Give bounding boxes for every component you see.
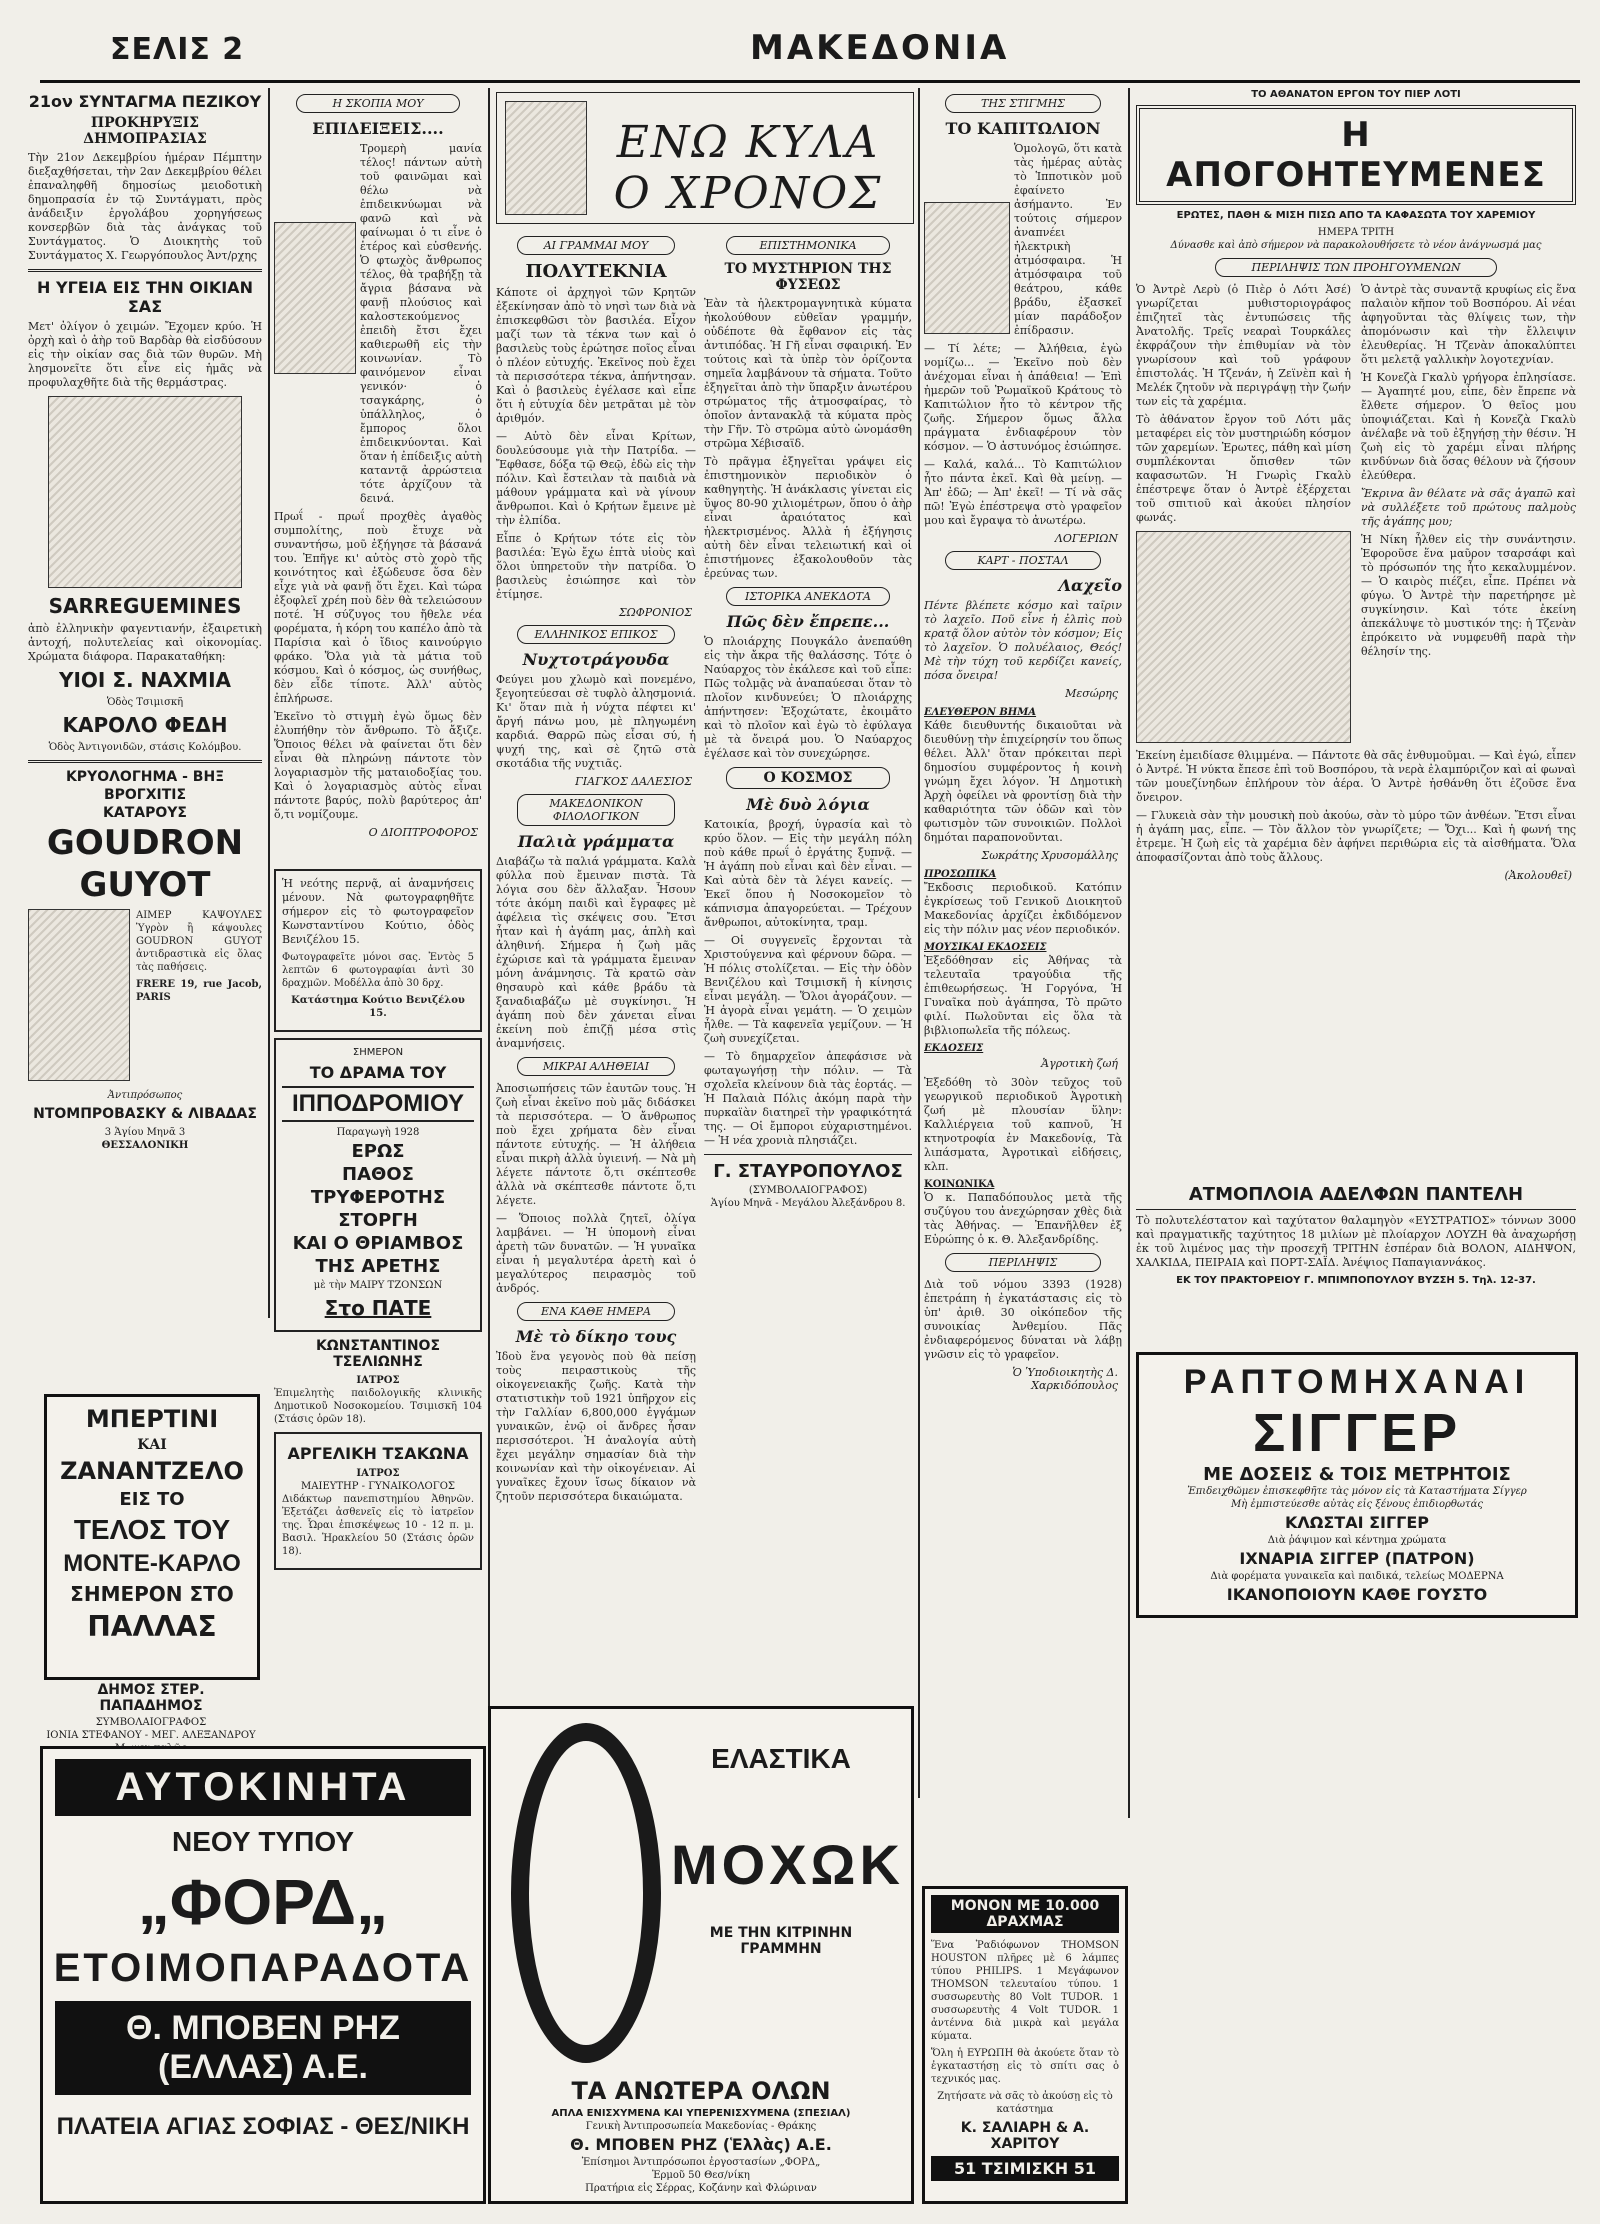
hippo-today: ΣΗΜΕΡΟΝ: [352, 1047, 404, 1058]
singer-final: ΙΚΑΝΟΠΟΙΟΥΝ ΚΑΘΕ ΓΟΥΣΤΟ: [1226, 1585, 1488, 1604]
radio-company: Κ. ΣΑΛΙΑΡΗ & Α. ΧΑΡΙΤΟΥ: [960, 2120, 1090, 2152]
guyot-brand: GUYOT: [79, 865, 211, 905]
stigmis-tag: ΤΗΣ ΣΤΙΓΜΗΣ: [945, 94, 1102, 113]
singer-title: ΡΑΠΤΟΜΗΧΑΝΑΙ: [1183, 1363, 1531, 1401]
ford-brand: „ΦΟΡΔ„: [137, 1866, 389, 1938]
rep-name: ΝΤΟΜΠΡΟΒΑΣΚΥ & ΛΙΒΑΔΑΣ: [33, 1106, 257, 1122]
loti-text: Ἡ Κονεζὰ Γκαλὺ γρήγορα ἐπλησίασε. — Ἀγαπητέ μου, εἶπε, δὲν ἔπρεπε νὰ ἔλθετε σήμερον. Ὁ θεῖος μου ὑποψιάζεται. Καὶ ἡ Κονεζὰ Γκαλὺ ἀνέλαβε νὰ τοῦ ἐξηγήσῃ τὴν θέσιν. Ἡ ζωὴ εἰς τὸ χαρέμι εἶναι πλήρης κινδύνων διὰ ὅσας θέλουν νὰ ζήσουν ἐλεύθερα.: [1361, 371, 1576, 482]
kart-tag: ΚΑΡΤ - ΠΟΣΤΑΛ: [945, 551, 1102, 570]
column-rule: [488, 88, 490, 1798]
istor-tag: ΙΣΤΟΡΙΚΑ ΑΝΕΚΔΟΤΑ: [726, 587, 890, 606]
ford-etoimoparadota: ΕΤΟΙΜΟΠΑΡΑΔΟΤΑ: [53, 1946, 473, 1990]
loti-text: Ἐκείνη ἐμειδίασε θλιμμένα. — Πάντοτε θὰ σᾶς ἐνθυμοῦμαι. — Καὶ ἐγώ, εἶπεν ὁ Ἀντρέ. Ἡ νύκτα ἔπεσε ἐπὶ τοῦ Βοσπόρου, τὰ νερὰ ἐλαμπύριζον καὶ αἱ φωναὶ τῶν μουεζίνηδων ἐπλήρουν τὸν ἀέρα. Ὁ Ἀντρὲ ἠσθάνθη ὅτι ἐζοῦσε ἕνα ὄνειρον.: [1136, 749, 1576, 804]
doctor-1-name: ΚΩΝΣΤΑΝΤΙΝΟΣ ΤΣΕΛΙΩΝΗΣ: [315, 1338, 441, 1370]
signature: ΛΟΓΕΡΙΩΝ: [1054, 532, 1118, 545]
cure-line-1: ΚΡΥΟΛΟΓΗΜΑ - ΒΗΞ: [65, 769, 225, 785]
signature: ΓΙΑΓΚΟΣ ΔΑΛΕΣΙΟΣ: [575, 775, 692, 788]
doctor-2-role: ΙΑΤΡΟΣ: [356, 1468, 400, 1479]
epideixeis-text: Ἐκεῖνο τὸ στιγμὴ ἐγὼ ὅμως δὲν ἐλυπήθην τὸν ἄνθρωπο. Τὸ ἄξιζε. Ὅποιος θέλει νὰ φαίνεται ὅτι δὲν εἶναι θὰ πληρώνῃ πάντοτε τὸν λογαριασμὸν τῆς ματαιοδοξίας του. Καὶ ὁ λογαριασμὸς αὐτὸς εἶναι πάντοτε βαρύς, πολὺ βαρύτερος ἀπ' ὅ,τι νομίζουμε.: [274, 710, 482, 821]
signature: (Ἀκολουθεῖ): [1504, 869, 1572, 882]
bertini-line: ΤΕΛΟΣ ΤΟΥ: [73, 1514, 231, 1545]
woman-illustration: [1136, 531, 1351, 743]
singer-ichnaria: ΙΧΝΑΡΙΑ ΣΙΓΓΕΡ (ΠΑΤΡΟΝ): [1239, 1549, 1475, 1568]
divider: [704, 1154, 912, 1155]
tire-best: ΤΑ ΑΝΩΤΕΡΑ ΟΛΩΝ: [571, 2077, 831, 2105]
hippo-star: μὲ τὴν ΜΑΙΡΥ ΤΖΟΝΣΩΝ: [313, 1280, 443, 1291]
mous-tag: ΜΟΥΣΙΚΑΙ ΕΚΔΟΣΕΙΣ: [924, 942, 1047, 953]
hippo-venue: Στο ΠΑΤΕ: [324, 1296, 432, 1320]
dyo-logia-title: Μὲ δυὸ λόγια: [746, 795, 870, 814]
loti-title: Η ΑΠΟΓΟΗΤΕΥΜΕΝΕΣ: [1166, 115, 1546, 195]
me-to-dikio-text: Ἰδοὺ ἕνα γεγονὸς ποὺ θὰ πείσῃ τοὺς πειραστικοὺς τῆς οἰκογενειακῆς ζωῆς. Κατὰ τὴν στατιστικὴν τοῦ 1921 ὑπῆρχον εἰς τὴν Γαλλίαν 6,800,000 ἐγγάμων γυναικῶν, ἐνῷ οἱ ἄνδρες ἦσαν περισσότεροι. Ἡ ἀναλογία αὐτὴ ἔχει μεγάλην σημασίαν διὰ τὴν κοινωνίαν καὶ τὴν οἰκογένειαν. Αἱ γυναῖκες ἔχουν ἴσως δίκαιον νὰ ζητοῦν περισσότερα δικαιώματα.: [496, 1350, 696, 1503]
cure-line-2: ΒΡΟΓΧΙΤΙΣ: [103, 787, 187, 803]
ford-ad: [40, 1746, 486, 2204]
goudron-brand: GOUDRON: [46, 823, 244, 863]
ford-address: ΠΛΑΤΕΙΑ ΑΓΙΑΣ ΣΟΦΙΑΣ - ΘΕΣ/ΝΙΚΗ: [56, 2113, 470, 2140]
tire-illustration: [511, 1723, 661, 2063]
signature: Μεσώρης: [1065, 687, 1118, 700]
column-4: [924, 88, 1122, 1878]
goudron-maker: FRERE 19, rue Jacob, PARIS: [136, 979, 262, 1003]
dimos-role: ΣΥΜΒΟΛΑΙΟΓΡΑΦΟΣ: [95, 1717, 207, 1728]
loti-note: Δύνασθε καὶ ἀπὸ σήμερον νὰ παρακολουθήσετε τὸ νέον ἀνάγνωσμά μας: [1170, 240, 1542, 251]
perilip-text: Διὰ τοῦ νόμου 3393 (1928) ἐπετράπη ἡ ἐγκατάστασις εἰς τὸ ὑπ' ἀριθ. 30 οἰκόπεδον τῆς συνοικίας Ἀνθεμίου. Πᾶς ἐνδιαφερόμενος δύναται νὰ λάβῃ γνῶσιν εἰς τὸ γραφεῖον.: [924, 1278, 1122, 1361]
loti-text: Ὁ ἀντρὲ τὰς συναντᾷ κρυφίως εἰς ἕνα παλαιὸν κῆπον τοῦ Βοσπόρου. Αἱ νέαι ἀφηγοῦνται τὰς θλίψεις των, τὴν ἀπομόνωσιν καὶ τὴν ἔλλειψιν ἐλευθερίας. Ἡ Τζενὰν ἀποκαλύπτει ὅτι μελετᾷ γαλλικὴν λογοτεχνίαν.: [1361, 283, 1576, 366]
laxeio-title: Λαχεῖο: [1058, 576, 1122, 595]
radio-text: Ζητήσατε νὰ σᾶς τὸ ἀκούσῃ εἰς τὸ κατάστημα: [937, 2091, 1113, 2115]
koinon-tag: ΚΟΙΝΩΝΙΚΑ: [924, 1179, 995, 1190]
polytekneia-text: — Αὐτὸ δὲν εἶναι Κρίτων, δουλεύσουμε γιὰ τὴν Πατρίδα. — Ἔφθασε, δόξα τῷ Θεῷ, ἐδὼ εἰς τὴν πόλιν. Καὶ ἔστειλαν τὰ παιδιὰ νὰ μάθουν γράμματα καὶ νὰ γίνουν ἄνθρωποι. Καὶ ὁ Κρήτων ἔμεινε μὲ τὴν ἐλπίδα.: [496, 430, 696, 527]
singer-ichnaria-sub: Διὰ φορέματα γυναικεῖα καὶ παιδικά, τελείως ΜΟΔΕΡΝΑ: [1210, 1571, 1504, 1582]
stove-text: ἀπὸ ἐλληνικὴν φαγεντιανήν, ἐξαιρετικὴ ἀντοχή, πολυτελείας καὶ οἰκονομίας. Χρώματα διάφορα. Παρακαταθήκη:: [28, 622, 262, 663]
loti-caption: Ἔκρινα ἂν θέλατε νὰ σᾶς ἀγαπῶ καὶ νὰ συλλέξετε τοῦ πρώτους παλμοὺς τῆς ἀγάπης μου;: [1361, 487, 1576, 528]
me-to-dikio-title: Μὲ τὸ δίκηο τους: [515, 1327, 677, 1346]
divider: [28, 760, 262, 763]
dyo-logia-text: Κατοικία, βροχή, ὑγρασία καὶ τὸ κρύο ὅλον. — Εἰς τὴν μεγάλη πόλη ποὺ κάθε πρωΐ ὁ ἐργάτης ξυπνᾷ. — Ἡ ἀγάπη ποὺ εἶναι καὶ δὲν εἶναι. — Καὶ αὐτὰ δὲν τὰ λέγει κανείς. — Ἐκεῖ ὅπου ἡ Νοσοκομεῖον τὸ κάπνισμα ἀπαγορεύεται. — Τρέχουν ἄνθρωποι, αὐτοκίνητα, τραμ.: [704, 818, 912, 929]
elections-title: 21ον ΣΥΝΤΑΓΜΑ ΠΕΖΙΚΟΥ: [28, 92, 262, 111]
stove-illustration: [48, 396, 242, 588]
mikra-text: Ἀποσιωπήσεις τῶν ἐαυτῶν τους. Ἡ ζωὴ εἶναι ἐκεῖνο ποὺ μᾶς διδάσκει τὰ περισσότερα. — Ὁ ἄνθρωπος ποὺ ἔχει χρήματα δὲν εἶναι πάντοτε εὐτυχής. — Ἡ ἀλήθεια εἶναι πικρὴ ἀλλὰ ὑγιεινή. — Νὰ μὴ λέγετε πάντοτε ὅ,τι σκέπτεσθε ἀλλὰ νὰ σκέπτεσθε πάντοτε ὅ,τι λέγετε.: [496, 1082, 696, 1207]
singer-kloste-sub: Διὰ ῥάψιμον καὶ κέντημα χρώματα: [1267, 1535, 1447, 1546]
grammai-tag: ΑΙ ΓΡΑΜΜΑΙ ΜΟΥ: [517, 236, 675, 255]
hippo-word: ΚΑΙ Ο ΘΡΙΑΜΒΟΣ: [292, 1233, 464, 1254]
photo-ad-text: Ἡ νεότης περνᾷ, αἱ ἀναμνήσεις μένουν. Νὰ φωτογραφηθῆτε σήμερον εἰς τὸ φωτογραφεῖον Κωνσταντίνου Κούτιο, ὁδὸς Βενιζέλου 15.: [282, 877, 474, 946]
kapitolion-title: ΤΟ ΚΑΠΙΤΩΛΙΟΝ: [945, 119, 1101, 138]
column-3a: [496, 230, 696, 1700]
bertini-line: ΠΑΛΛΑΣ: [87, 1610, 217, 1643]
doctor-2-text: Διδάκτωρ πανεπιστημίου Ἀθηνῶν. Ἐξετάζει ἀσθενεῖς εἰς τὸ ἰατρεῖον της. Ὧραι ἐπισκέψεως 10 - 12 π. μ. Βασιλ. Ἡρακλείου 50 (Στάσις ὁρῶν 18).: [282, 1494, 474, 1557]
prosop-text: Ἔκδοσις περιοδικοῦ. Κατόπιν ἐγκρίσεως τοῦ Γενικοῦ Διοικητοῦ Μακεδονίας ἀρχίζει ἐκδιδόμενον εἰς τὴν πόλιν μας νέον περιοδικόν.: [924, 881, 1122, 936]
ellikos-tag: ΕΛΛΗΝΙΚΟΣ ΕΠΙΚΟΣ: [517, 625, 675, 644]
column-2: [274, 88, 482, 1748]
hippo-word: ΤΗΣ ΑΡΕΤΗΣ: [315, 1256, 441, 1277]
tire-company: Θ. ΜΠΟΒΕΝ ΡΗΖ (Ἑλλὰς) Α.Ε.: [570, 2135, 832, 2154]
ekdos-text: Ἐξεδόθη τὸ 30ὸν τεῦχος τοῦ γεωργικοῦ περιοδικοῦ Ἀγροτικὴ ζωή μὲ πλουσίαν ὕλην: Καλλιέργεια τοῦ καπνοῦ, Ἡ κτηνοτροφία ἐν Μακεδονίᾳ, Τὰ λιπάσματα, Ἀγροτικαὶ εἰδήσεις, κλπ.: [924, 1076, 1122, 1173]
nychtotragouda-title: Νυχτοτράγουδα: [522, 650, 670, 669]
doctor-1-role: ΙΑΤΡΟΣ: [356, 1375, 400, 1386]
bottle-illustration: [28, 909, 130, 1081]
kosmos-tag: Ο ΚΟΣΜΟΣ: [726, 767, 890, 789]
face-illustration: [505, 101, 587, 215]
palia-grammata-title: Παλιὰ γράμματα: [517, 832, 675, 851]
singer-ad: [1136, 1352, 1578, 1618]
column-rule: [918, 88, 920, 1798]
mikra-text: — Ὅποιος πολλὰ ζητεῖ, ὀλίγα λαμβάνει. — Ἡ ὑπομονὴ εἶναι ἀρετὴ τῶν δυνατῶν. — Ἡ γυναῖκα εἶναι ἡ μεγαλυτέρα ἀρετὴ καὶ ὁ μεγαλύτερος πειρασμὸς τοῦ ἀνδρός.: [496, 1212, 696, 1295]
column-1: [28, 88, 262, 1356]
singer-text: Ἐπιδειχθῶμεν ἐπισκεφθῆτε τὰς μόνον εἰς τὰ Καταστήματα Σίγγερ: [1187, 1486, 1527, 1497]
mystery-title: ΤΟ ΜΥΣΤΗΡΙΟΝ ΤΗΣ ΦΥΣΕΩΣ: [724, 261, 892, 293]
loti-text: Τὸ ἀθάνατον ἔργον τοῦ Λότι μᾶς μεταφέρει εἰς τὸν μυστηριώδη κόσμον τῶν χαρεμίων. Ἐρωτες, πάθη καὶ μίση συμπλέκονται ὄπισθεν τῶν καφασωτῶν. Ἡ Γνωρὶς Γκαλὺ ἐπέστρεψε ὅταν ὁ Ἀντρὲ ἐξέρχεται τοῦ σπιτιοῦ καὶ ἀκούει πλησίον φωνάς.: [1136, 413, 1351, 524]
dimos-notice: [44, 1680, 258, 1740]
skopia-tag: Η ΣΚΟΠΙΑ ΜΟΥ: [296, 94, 460, 113]
nychtotragouda-text: Φεύγει μου χλωμὸ καὶ πονεμένο, ξεγοητεύεσαι σὲ τυφλὸ ἀλησμονιά. Κι' ὅταν πιὰ ἡ νύχτα πέφτει κι' ἄργή πάνω μου, μὲ πληγωμένη καρδιά. Θαρρῶ πὼς εἶσαι σύ, ἡ ψυχή της, καὶ σὲ ζητῶ στὰ σκοτάδια τῆς νυχτιᾶς.: [496, 673, 696, 770]
stove-brand: SARREGUEMINES: [48, 594, 242, 618]
radio-ad: [922, 1886, 1128, 2204]
bertini-line: ΖΑΝΑΝΤΖΕΛΟ: [60, 1457, 244, 1485]
kapitolion-text: Ὁμολογῶ, ὅτι κατὰ τὰς ἡμέρας αὐτὰς τὸ Ἱπποτικὸν μοῦ ἐφαίνετο ἀσήμαντο. Ἐν τούτοις σήμερον ἀναπνέει ἠλεκτρικὴ ἀτμόσφαιρα. Ἡ ἀτμόσφαιρα τοῦ θεάτρου, κάθε βράδυ, ἐξασκεῖ μίαν παράδοξον ἐπίδρασιν.: [1014, 142, 1122, 337]
tire-brand: ΜΟΧΩΚ: [671, 1833, 904, 1896]
rep-label: Ἀντιπρόσωπος: [107, 1090, 183, 1101]
loti-day: ΗΜΕΡΑ ΤΡΙΤΗ: [1317, 227, 1395, 238]
tire-elastika: ΕΛΑΣΤΙΚΑ: [711, 1743, 851, 1774]
pos-text: Ὁ πλοιάρχης Πουγκάλο ἀνεπαύθη εἰς τὴν ἄκρα τῆς θαλάσσης. Τότε ὁ Ναύαρχος τὸν ἐκάλεσε καὶ τοῦ εἶπε: Πῶς τολμᾷς νὰ ἀναπαύεσαι ὅταν τὸ πλοῖον κινδυνεύει; Ὁ πλοιάρχης ἀπήντησεν: Ἐξοχώτατε, ἐκοιμᾶτο καὶ τὸ πλοῖον καὶ ἐγὼ τὸ ἐφύλαγα μὲ τὰ ὄνειρά μου. Ὁ Ναύαρχος ἐγέλασε καὶ τὸν συνεχώρησε.: [704, 635, 912, 760]
hippo-title-1: ΤΟ ΔΡΑΜΑ ΤΟΥ: [309, 1063, 447, 1082]
ekdos-sub: Ἀγροτικὴ ζωή: [1041, 1057, 1118, 1070]
doctor-1-text: Ἐπιμελητὴς παιδολογικῆς κλινικῆς Δημοτικοῦ Νοσοκομείου. Τσιμισκῆ 104 (Στάσις ὁρῶν 18).: [274, 1388, 482, 1425]
singer-kloste: ΚΛΩΣΤΑΙ ΣΙΓΓΕΡ: [1284, 1513, 1430, 1532]
divider: [28, 269, 262, 272]
palia-grammata-text: Διαβάζω τὰ παλιά γράμματα. Καλὰ φύλλα ποὺ ἔμειναν πιστὰ. Τὰ λόγια σου δὲν ἄλλαξαν. Ἦσουν τότε ἀκόμη παιδὶ καὶ ἔγραφες μὲ ἀφέλεια τὶς σκέψεις σου. Ἔτσι ἦταν καὶ ἡ ἀγάπη μας, ἁπλὴ καὶ ἀληθινή. Σήμερα ἡ ζωὴ μᾶς ἐχώρισε καὶ τὰ γράμματα ἔμειναν μόνη ἀνάμνησις. Τὰ κρατῶ σὰν θησαυρὸ καὶ κάθε βράδυ τὰ ξαναδιαβάζω μὲ συγκίνησι. Ἡ ἀγάπη ποὺ δὲν χάνεται εἶναι ἐκείνη ποὺ ἐπιζῇ μέσα στὶς ἀναμνήσεις.: [496, 855, 696, 1050]
radio-text: Ἕνα Ῥαδιόφωνον THOMSON HOUSTON πλῆρες μὲ 6 λάμπες τύπου PHILIPS. 1 Μεγάφωνον THOMSON τελευταίου τύπου. 1 συσσωρευτὴς 80 Volt TUDOR. 1 συσσωρευτὴς 4 Volt TUDOR. 1 ἀντέννα διὰ μικρὰ καὶ μεγάλα κύματα.: [931, 1940, 1119, 2042]
ekdos-tag: ΕΚΔΟΣΕΙΣ: [924, 1043, 984, 1054]
signature: Ὁ Ὑποδιοικητὴς Δ. Χαρκιδόπουλος: [1012, 1366, 1118, 1392]
epideixeis-text: Τρομερὴ μανία τέλος! πάντων αὐτὴ τοῦ φαινῶμαι καὶ θέλω νὰ ἐπιδεικνύωμαι νὰ φανῶ καὶ νὰ φαίνωμαι ὁ τι εἶνε ὁ ἑτέρος καὶ εὐσθενής. Ὁ φτωχὸς ἄνθρωπος τέλος, θὰ τραβήξῃ τὰ ἄγρια βάσανα νὰ φανῇ πλούσιος καὶ καλοστεκούμενος ἐπειδὴ ἔτσι ἔχει καθιερωθῆ εἰς τὴν κοινωνίαν. Τὸ φαινόμενον εἶναι γενικόν· ὁ τσαγκάρης, ὁ ὑπάλληλος, ὁ ἔμπορος ὅλοι ἐπιδεικνύονται. Καὶ ὅταν ἡ ἐπίδειξις αὐτὴ καταντᾷ ἀρρώστεια τότε ἀρχίζουν τὰ δεινά.: [360, 142, 482, 505]
mystery-text: Ἐὰν τὰ ἠλεκτρομαγνητικὰ κύματα ἠκολούθουν εὐθεῖαν γραμμήν, οὐδέποτε θὰ ἔφθανον εἰς τὰς ἀντιπόδας. Ἡ Γῆ εἶναι σφαιρική. Ἐν τούτοις καὶ τὰ ὑπὲρ τὸν ὁρίζοντα σημεῖα λαμβάνουν τὰ σήματα. Τοῦτο ἐξηγεῖται ἀπὸ τὴν ὕπαρξιν ἀνωτέρου στρώματος τῆς ἀτμοσφαίρας, τὸ ὁποῖον ἀντανακλᾷ τὰ κύματα πρὸς τὴν Γῆν. Τὸ στρῶμα αὐτὸ ὠνομάσθη στρῶμα Χέβισαϊδ.: [704, 297, 912, 450]
bertini-line: ΚΑΙ: [137, 1437, 167, 1453]
newspaper-title: ΜΑΚΕΔΟΝΙΑ: [750, 28, 1010, 68]
kapitolion-text: — Καλά, καλά... Τὸ Καπιτώλιον ἦτο πάντα ἐκεῖ. Καὶ θὰ μείνῃ. — Ἀπ' ἐδῶ; — Ἀπ' ἐκεῖ! — Τί νὰ σᾶς πῶ! Ἐγὼ ἐπέστρεψα στὸ γραφεῖον μου καὶ ἔγραψα τὸ ἀνωτέρω.: [924, 458, 1122, 527]
elections-text: Τὴν 21ον Δεκεμβρίου ἡμέραν Πέμπτην διεξαχθήσεται, τὴν 2αν Δεκεμβρίου θέλει ἐπαναληφθῆ δημοσίως μειοδοτικὴ δημοπρασία ἐν τῷ Συντάγματι, πρὸς ἀνάδειξιν ἐργολάβου χορηγήσεως κονσερβῶν διὰ τὰς ἀνάγκας τοῦ Συντάγματος. Ὁ Διοικητὴς τοῦ Συντάγματος Χ. Γεωργόπουλος Ἀντ/ρχης: [28, 151, 262, 262]
fiction-header-text: ΕΝΩ ΚΥΛΑ Ο ΧΡΟΝΟΣ: [613, 117, 883, 219]
tire-line: ΜΕ ΤΗΝ ΚΙΤΡΙΝΗΝ ΓΡΑΜΜΗΝ: [709, 1925, 853, 1957]
tire-footer: [501, 2075, 901, 2195]
photo-ad: [274, 869, 482, 1032]
stavropoulos-name: Γ. ΣΤΑΥΡΟΠΟΥΛΟΣ: [713, 1161, 903, 1182]
mikra-tag: ΜΙΚΡΑΙ ΑΛΗΘΕΙΑΙ: [517, 1057, 675, 1076]
page-label: ΣΕΛΙΣ 2: [110, 32, 245, 67]
karolo-name: ΚΑΡΟΛΟ ΦΕΔΗ: [62, 713, 228, 737]
radio-text: Ὅλη ἡ ΕΥΡΩΠΗ θὰ ἀκούετε ὅταν τὸ ἐγκαταστήσῃ εἰς τὸ σπίτι σας ὁ τεχνικός μας.: [931, 2048, 1119, 2085]
loti-text: — Γλυκειὰ σὰν τὴν μουσικὴ ποὺ ἀκούω, σὰν τὸ μύρο τῶν ἀνθέων. Ἔτσι εἶναι ἡ ἀγάπη μας, εἶπε. — Τὸν ἄλλον τὸν γνωρίζετε; — Ὄχι... Καὶ ἡ φωνή της ἐτρεμε. Ἡ ζωὴ εἰς τὰ χαρέμια δὲν ἀφήνει περιθώρια εἰς τὰ αἰσθήματα. Ὅλα ἀποφασίζονται ἀπὸ τοὺς ἄλλους.: [1136, 809, 1576, 864]
hippodrome-ad: [274, 1038, 482, 1332]
cure-line-3: ΚΑΤΑΡΟΥΣ: [103, 805, 187, 821]
koinon-text: Ὁ κ. Παπαδόπουλος μετὰ τῆς συζύγου του ἀνεχώρησαν χθὲς διὰ τὰς Ἀθήνας. — Ἐπανῆλθεν ἐξ Εὐρώπης ὁ κ. Θ. Ἀλεξανδρίδης.: [924, 1191, 1122, 1246]
ford-company: Θ. ΜΠΟΒΕΝ ΡΗΖ (ΕΛΛΑΣ) Α.Ε.: [55, 2001, 471, 2095]
pos-title: Πῶς δὲν ἔπρεπε...: [726, 612, 890, 631]
hippo-word: ΠΑΘΟΣ: [342, 1164, 414, 1185]
hippo-year: Παραγωγὴ 1928: [336, 1127, 420, 1138]
elections-subtitle: ΠΡΟΚΗΡΥΞΙΣ ΔΗΜΟΠΡΑΣΙΑΣ: [83, 115, 207, 147]
bertini-ad: [44, 1394, 260, 1680]
epideixeis-title: ΕΠΙΔΕΙΞΕΙΣ....: [312, 119, 444, 138]
doctor-2-name: ΑΡΓΕΛΙΚΗ ΤΣΑΚΩΝΑ: [287, 1444, 469, 1463]
radio-address: 51 ΤΣΙΜΙΣΚΗ 51: [931, 2156, 1119, 2181]
radio-title: ΜΟΝΟΝ ΜΕ 10.000 ΔΡΑΧΜΑΣ: [931, 1895, 1119, 1933]
column-rule: [1128, 88, 1130, 1818]
kapitolion-text: — Τί λέτε; — Ἀλήθεια, ἐγὼ νομίζω... — Ἐκεῖνο ποὺ δὲν ἀνέχομαι εἶναι ἡ ἀπάθεια! — Ἐπὶ ἡμερῶν τοῦ Ῥωμαϊκοῦ Κράτους τὸ Καπιτώλιον ἦτο τὸ κέντρον τῆς ζωῆς. Σήμερον ὅμως ἄλλα πράγματα ἐνδιαφέρουν τὸν κόσμον. — Ὁ ἀστυνόμος ἐσιώπησε.: [924, 342, 1122, 453]
stove-address: Ὁδὸς Τσιμισκῆ: [106, 697, 184, 708]
loti-subtitle: ΕΡΩΤΕΣ, ΠΑΘΗ & ΜΙΣΗ ΠΙΣΩ ΑΠΟ ΤΑ ΚΑΦΑΣΩΤΑ ΤΟΥ ΧΑΡΕΜΙΟΥ: [1176, 210, 1536, 221]
tire-rep: Ἐπίσημοι Ἀντιπρόσωποι ἐργοστασίων „ΦΟΡΔ„: [581, 2157, 821, 2168]
goudron-text: ΑΙΜΕΡ ΚΑΨΟΥΛΕΣ Ὑγρὸν ἢ κάψουλες GOUDRON GUYOT ἀντιδραστικὰ εἰς ὅλας τὰς παθήσεις.: [136, 910, 262, 973]
singer-sub: ΜΕ ΔΟΣΕΙΣ & ΤΟΙΣ ΜΕΤΡΗΤΟΙΣ: [1203, 1464, 1511, 1485]
ferry-notice: [1136, 1180, 1576, 1350]
stavropoulos-address: Ἁγίου Μηνᾶ - Μεγάλου Ἀλεξάνδρου 8.: [710, 1198, 906, 1209]
polytekneia-text: Κάποτε οἱ ἀρχηγοὶ τῶν Κρητῶν ἐξεκίνησαν ἀπὸ τὸ νησὶ των διὰ νὰ ἐπισκεφθῶσι τὸν βασιλέα. Εἶχον μαζί των τὰ τέκνα των καὶ ὁ βασιλεὺς τοὺς ἐρώτησε ποῖος εἶναι ὁ πλέον εὐτυχής. Ἐκεῖνος ποὺ ἔχει τὰ περισσότερα τέκνα, ἀπήντησαν. Καὶ ὁ βασιλεὺς ἐγέλασε καὶ εἶπε ὅτι ἡ εὐτυχία δὲν μετρᾶται μὲ τὸν ἀριθμόν.: [496, 286, 696, 425]
signature: ΣΩΦΡΟΝΙΟΣ: [618, 606, 692, 619]
doctor-2-box: [274, 1432, 482, 1570]
hippo-title-2: ΙΠΠΟΔΡΟΜΙΟΥ: [282, 1086, 474, 1122]
bertini-line: ΣΗΜΕΡΟΝ ΣΤΟ: [70, 1582, 234, 1606]
health-text: Μετ' ὀλίγον ὁ χειμών. Ἔχομεν κρύο. Ἡ ὀρχὴ καὶ ὁ ἀὴρ τοῦ Βαρδὰρ θὰ εἰσδύσουν εἰς τὴν οἰκίαν σας διὰ τῶν θυρῶν. Μὴ λησμονεῖτε ὅτι εἶνε εἰς ἡμᾶς νὰ προφυλαχθῆτε διὰ τῆς θερμάστρας.: [28, 320, 262, 389]
tire-text-block: [671, 1739, 904, 1961]
epideixeis-text: Πρωΐ - πρωΐ προχθὲς ἀγαθὸς συμπολίτης, ποὺ ἔτυχε νὰ συναντήσω, μοῦ ἐξήγησε τὰ βάσανά του. Ἐπῆγε κι' αὐτὸς στὸ χορὸ τῆς κοινότητος καὶ ἐξώδευσε ὅσα δὲν εἶχε γιὰ νὰ φανῇ ὅτι ἔχει. Καὶ τώρα ἐξοφλεῖ χρέη ποὺ δὲν θὰ τελειώσουν ποτέ. Ἡ σύζυγος του ἤθελε νέα φορέματα, ἡ κόρη του καπέλο ἀπὸ τὰ Παρίσια καὶ ὁ ἴδιος καινούργιο φράκο. Ὅλα γιὰ τὰ μάτια τοῦ κόσμου. Καὶ ὁ κόσμος, ὡς συνήθως, δὲν εἶδε τίποτε. Ἀλλ' αὐτὸς ἐπλήρωσε.: [274, 510, 482, 705]
eleft-tag: ΕΛΕΥΘΕΡΟΝ ΒΗΜΑ: [924, 707, 1037, 718]
ferry-text: Τὸ πολυτελέστατον καὶ ταχύτατον θαλαμηγὸν «ΕΥΣΤΡΑΤΙΟΣ» τόννων 3000 καὶ πραγματικῆς ταχύτητος 18 μιλίων μὲ πλοίαρχον ΛΟΥΖΗ θὰ ἀναχωρήσῃ ἐκ τοῦ λιμένος μας τὴν προσεχῆ ΤΡΙΤΗΝ ἑσπέραν διὰ ΒΟΛΟΝ, ΑΙΔΗΨΟΝ, ΧΑΛΚΙΔΑ, ΠΕΙΡΑΙΑ καὶ ΠΟΡΤ-ΣΑΪΔ. Ἀνέψιος Παπαγιαννάκος.: [1136, 1214, 1576, 1269]
fiction-header: [496, 92, 914, 224]
ford-autokinita: ΑΥΤΟΚΙΝΗΤΑ: [55, 1759, 471, 1816]
rep-city: ΘΕΣΣΑΛΟΝΙΚΗ: [101, 1140, 189, 1151]
caricature-illustration: [274, 222, 356, 374]
ford-neou-typou: ΝΕΟΥ ΤΥΠΟΥ: [171, 1826, 355, 1857]
ferry-title: ΑΤΜΟΠΛΟΙΑ ΑΔΕΛΦΩΝ ΠΑΝΤΕΛΗ: [1136, 1184, 1576, 1210]
tire-address: Ἑρμοῦ 50 Θεσ/νίκη: [652, 2170, 750, 2181]
singer-brand: ΣΙΓΓΕΡ: [1252, 1403, 1462, 1463]
tire-shops: Πρατήρια εἰς Σέρρας, Κοζάνην καὶ Φλώριναν: [585, 2183, 817, 2194]
portrait-illustration: [924, 202, 1010, 334]
health-title: Η ΥΓΕΙΑ ΕΙΣ ΤΗΝ ΟΙΚΙΑΝ ΣΑΣ: [37, 278, 253, 316]
ena-tag: ΕΝΑ ΚΑΘΕ ΗΜΕΡΑ: [517, 1302, 675, 1321]
dyo-logia-text: — Τὸ δημαρχεῖον ἀπεφάσισε νὰ φωταγωγήσῃ τὴν πόλιν. — Τὰ σχολεῖα κλείνουν διὰ τὰς ἑορτάς. — Ἡ Παλαιὰ Πόλις ἀκόμη παρὰ τὴν πυρκαϊὰν διατηρεῖ τὴν γραφικότητά της. — Οἱ ἔμποροι εὐχαριστημένοι. — Ἡ νέα χρονιὰ πλησιάζει.: [704, 1050, 912, 1147]
dimos-name: ΔΗΜΟΣ ΣΤΕΡ. ΠΑΠΑΔΗΜΟΣ: [97, 1682, 205, 1714]
loti-tag: ΤΟ ΑΘΑΝΑΤΟΝ ΕΡΓΟΝ ΤΟΥ ΠΙΕΡ ΛΟΤΙ: [1251, 89, 1461, 100]
stavropoulos-role: (ΣΥΜΒΟΛΑΙΟΓΡΑΦΟΣ): [748, 1185, 868, 1196]
signature: Σωκράτης Χρυσομάλλης: [981, 849, 1118, 862]
mystery-text: Τὸ πρᾶγμα ἐξηγεῖται γράψει εἰς ἐπιστημονικὸν περιοδικὸν ὁ καθηγητὴς. Ἡ ἀνάκλασις γίνεται εἰς ὕψος 80-90 χιλιομέτρων, ὅπου ὁ ἀὴρ εἶναι ἀραιότατος καὶ ἠλεκτρισμένος. Ἀλλὰ ἡ ἐξήγησις αὐτὴ δὲν εἶναι τελειωτική καὶ οἱ ἐπιστήμονες ἐξακολουθοῦν τὰς ἐρεύνας των.: [704, 455, 912, 580]
masthead: [40, 14, 1580, 83]
ferry-office: ΕΚ ΤΟΥ ΠΡΑΚΤΟΡΕΙΟΥ Γ. ΜΠΙΜΠΟΠΟΥΛΟΥ ΒΥΖΣΗ 5. Τηλ. 12-37.: [1176, 1275, 1536, 1286]
epist-tag: ΕΠΙΣΤΗΜΟΝΙΚΑ: [726, 236, 890, 255]
rep-address: 3 Ἁγίου Μηνᾶ 3: [104, 1127, 186, 1138]
hippo-word: ΕΡΩΣ: [351, 1141, 405, 1162]
perilipsis-tag: ΠΕΡΙΛΗΨΙΣ ΤΩΝ ΠΡΟΗΓΟΥΜΕΝΩΝ: [1215, 258, 1497, 277]
doctor-2-sub: ΜΑΙΕΥΤΗΡ - ΓΥΝΑΙΚΟΛΟΓΟΣ: [301, 1481, 455, 1492]
dimos-address: ΙΟΝΙΑ ΣΤΕΦΑΝΟΥ - ΜΕΓ. ΑΛΕΞΑΝΔΡΟΥ: [46, 1730, 256, 1741]
laxeio-text: Πέντε βλέπετε κόσμο καὶ ταῖριν τὸ λαχεῖο. Ποῦ εἶνε ἡ ἐλπὶς ποὺ κρατᾷ ὅλον αὐτὸν τὸν κόσμον; Εἰς τὸ λαχεῖον. Ὁ πολυέλαιος, Θεός! Μὲ τὴν τύχη τοῦ κερδίζει κανείς, πόσα ὄνειρα!: [924, 599, 1122, 682]
hippo-word: ΤΡΥΦΕΡΟΤΗΣ: [310, 1187, 446, 1208]
loti-text: Ὁ Ἀντρὲ Λερὺ (ὁ Πιὲρ ὁ Λότι Ἀσέ) γνωρίζεται μυθιστοριογράφος ἐπιζητεῖ τὰς ἐντυπώσεις τῆς Ἀνατολῆς. Τρεῖς νεαραὶ Τουρκάλες ἐκφράζουν τὴν ἐπιθυμίαν νὰ τὸν γνωρίσουν καὶ τοῦ γράφουν ἐπιστολάς. Ἡ Τζενάν, ἡ Ζεϊνὲπ καὶ ἡ Μελέκ ζητοῦν νὰ περιγράψῃ τὴν ζωήν των εἰς τὰ χαρέμια.: [1136, 283, 1351, 408]
mous-text: Ἐξεδόθησαν εἰς Ἀθήνας τὰ τελευταῖα τραγούδια τῆς ἐπιθεωρήσεως. Ἡ Γοργόνα, Ἡ Γυναῖκα ποὺ ἀγάπησα, Τὸ πρῶτο φιλί. Πωλοῦνται εἰς ὅλα τὰ βιβλιοπωλεῖα τῆς πόλεως.: [924, 954, 1122, 1037]
polytekneia-title: ΠΟΛΥΤΕΚΝΙΑ: [525, 261, 667, 282]
mohawk-tire-ad: [488, 1706, 914, 2204]
photo-ad-subtext: Φωτογραφεῖτε μόνοι σας. Ἐντὸς 5 λεπτῶν 6 φωτογραφίαι ἀντὶ 30 δραχμῶν. Μοδέλλα ἀπὸ 30 δρχ.: [282, 952, 474, 989]
column-3b: [704, 230, 912, 1700]
signature: Ο ΔΙΟΠΤΡΟΦΟΡΟΣ: [368, 826, 478, 839]
tire-sub: ΑΠΛΑ ΕΝΙΣΧΥΜΕΝΑ ΚΑΙ ΥΠΕΡΕΝΙΣΧΥΜΕΝΑ (ΣΠΕΣΙΑΛ): [551, 2108, 851, 2119]
makedonikon-tag: ΜΑΚΕΔΟΝΙΚΟΝ ΦΙΛΟΛΟΓΙΚΟΝ: [517, 794, 675, 826]
bertini-line: ΕΙΣ ΤΟ: [119, 1489, 185, 1510]
singer-text: Μὴ ἐμπιστεύεσθε αὐτὰς εἰς ξένους ἐπιδιορθωτάς: [1231, 1499, 1483, 1510]
bertini-line: ΜΠΕΡΤΙΝΙ: [85, 1405, 219, 1433]
photo-ad-address: Κατάστημα Κούτιο Βενιζέλου 15.: [291, 995, 465, 1019]
loti-text: Ἡ Νίκη ἦλθεν εἰς τὴν συνάντησιν. Ἐφοροῦσε ἕνα μαῦρον τσαρσάφι καὶ τὸ πρόσωπόν της ἦτο κεκαλυμμένον. — Ὁ καιρὸς πιέζει, εἶπε. Πρέπει νὰ φύγω. Ὁ Ἀντρὲ τὴν παρετήρησε μὲ συγκίνησιν. Καὶ τότε ἐκείνη ἀπεκάλυψε τὸ μυστικόν της: ἡ Τζενὰν ἐπρόκειτο νὰ νυμφευθῆ παρὰ τὴν θέλησίν της.: [1361, 533, 1576, 658]
column-rule: [268, 88, 270, 1318]
karolo-address: Ὁδὸς Ἀντιγονιδῶν, στάσις Κολόμβου.: [48, 742, 242, 753]
column-5: [1136, 88, 1576, 1172]
stove-dealer: ΥΙΟΙ Σ. ΝΑΧΜΙΑ: [58, 668, 231, 692]
dyo-logia-text: — Οἱ συγγενεῖς ἔρχονται τὰ Χριστούγεννα καὶ φέρνουν δῶρα. — Ἡ πόλις στολίζεται. — Εἰς τὴν ὁδὸν Βενιζέλου καὶ Τσιμισκῆ ἡ κίνησις εἶναι μεγάλη. — Ὅλοι ἀγοράζουν. — Ἡ ἀγορὰ εἶναι γεμάτη. — Ὁ χειμὼν ἦλθε. — Τὰ καφενεῖα γεμίζουν. — Ἡ ζωὴ συνεχίζεται.: [704, 934, 912, 1045]
tire-agency: Γενικὴ Ἀντιπροσωπεία Μακεδονίας - Θράκης: [585, 2121, 817, 2132]
eleft-text: Κάθε διευθυντής δικαιοῦται νὰ διευθύνῃ τὴν ἐπιχείρησίν του ὅπως θέλει. Ἀλλ' ὅταν πρόκειται περὶ δημοσίου συμφέροντος ἡ κοινὴ γνώμη ἔχει λόγον. Ἡ Δημοτικὴ Ἀρχὴ ὀφείλει νὰ φροντίσῃ διὰ τὴν καθαριότητα τῶν ὁδῶν καὶ τὸν φωτισμὸν τῶν συνοικιῶν. Πολλοὶ δημόται παραπονοῦνται.: [924, 719, 1122, 844]
perilip-tag: ΠΕΡΙΛΗΨΙΣ: [945, 1253, 1102, 1272]
prosop-tag: ΠΡΟΣΩΠΙΚΑ: [924, 869, 997, 880]
polytekneia-text: Εἶπε ὁ Κρήτων τότε εἰς τὸν βασιλέα: Ἐγὼ ἔχω ἑπτὰ υἱοὺς καὶ ὅλοι ὑπηρετοῦν τὴν πατρίδα. Ὁ βασιλεὺς ἐσιώπησε καὶ τὸν ἐτίμησε.: [496, 532, 696, 601]
bertini-line: ΜΟΝΤΕ-ΚΑΡΛΟ: [63, 1550, 241, 1577]
hippo-word: ΣΤΟΡΓΗ: [338, 1210, 418, 1231]
